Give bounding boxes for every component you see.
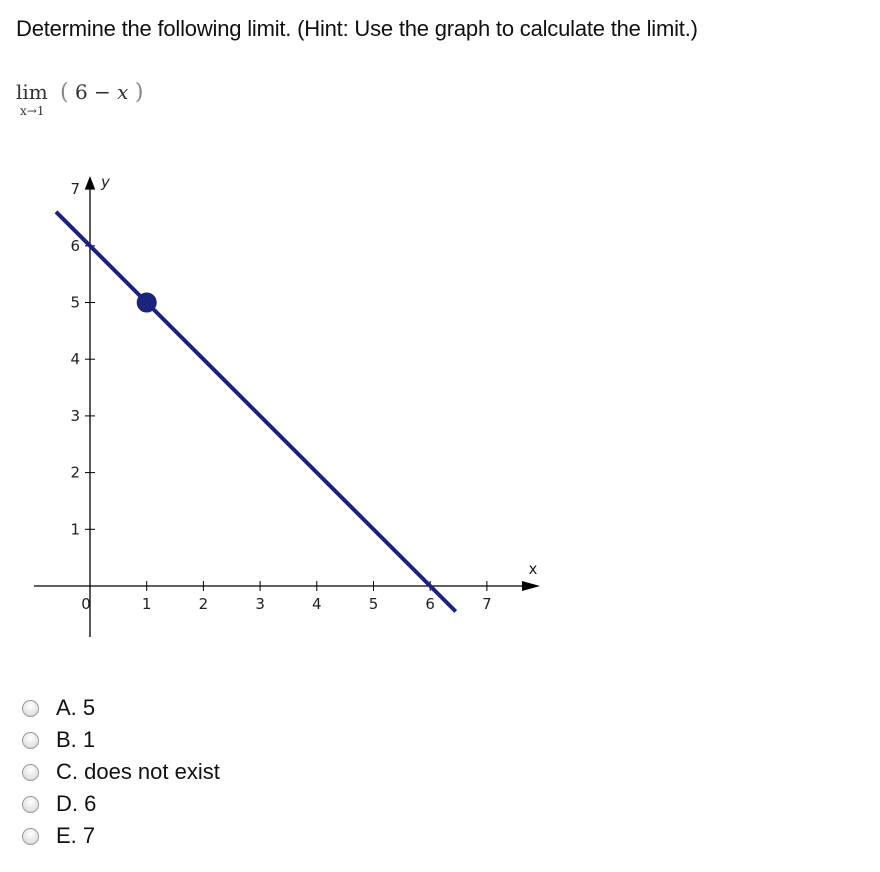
close-paren: )	[134, 80, 144, 105]
question-text: Determine the following limit. (Hint: Use the graph to calculate the limit.)	[16, 16, 698, 41]
lim-subscript: x→1	[20, 104, 45, 118]
y-tick-label: 3	[70, 406, 80, 425]
choice-e-label: E. 7	[56, 823, 96, 848]
x-tick-label: 1	[141, 595, 152, 613]
radio-d[interactable]	[22, 796, 39, 813]
expr-constant: 6	[74, 80, 88, 104]
ticks	[85, 189, 487, 591]
choice-a-label: A. 5	[56, 695, 96, 720]
expr-variable: x	[117, 80, 129, 104]
series	[56, 212, 456, 612]
choice-b[interactable]	[22, 724, 220, 756]
y-tick-label: 1	[70, 520, 80, 539]
choice-a[interactable]	[22, 692, 220, 724]
x-axis-arrow-icon	[522, 581, 540, 591]
x-tick-label: 0	[81, 595, 91, 613]
expr-operator: −	[94, 80, 111, 104]
y-tick-label: 5	[70, 293, 80, 312]
points	[138, 294, 156, 312]
radio-c[interactable]	[22, 764, 39, 781]
y-tick-label: 7	[70, 180, 80, 199]
limit-function	[60, 80, 143, 105]
open-paren: (	[60, 80, 69, 105]
radio-a[interactable]	[22, 700, 39, 717]
radio-b[interactable]	[22, 732, 39, 749]
y-tick-label: 6	[70, 236, 80, 255]
y-tick-label: 2	[70, 463, 80, 482]
choice-b-label: B. 1	[56, 727, 96, 752]
answer-choices	[22, 692, 220, 852]
x-tick-label: 4	[312, 595, 322, 613]
x-tick-label: 5	[368, 595, 379, 613]
radio-e[interactable]	[22, 828, 39, 845]
y-axis-label: y	[101, 173, 110, 191]
y-tick-label: 4	[70, 350, 80, 369]
axes	[34, 176, 540, 637]
limit-graph	[0, 160, 560, 650]
graph-line	[56, 212, 456, 612]
x-tick-label: 2	[198, 595, 209, 613]
choice-e[interactable]	[22, 820, 220, 852]
choice-d[interactable]	[22, 788, 220, 820]
x-tick-label: 3	[255, 595, 265, 613]
x-tick-label: 6	[425, 595, 435, 613]
x-tick-label: 7	[482, 595, 492, 613]
choice-c-label: C. does not exist	[56, 759, 220, 784]
choice-c[interactable]	[22, 756, 220, 788]
labels	[70, 173, 537, 613]
y-axis-arrow-icon	[85, 176, 95, 189]
x-axis-label: x	[528, 560, 538, 578]
lim-word: lim	[16, 80, 48, 104]
choice-d-label: D. 6	[56, 791, 97, 816]
graph-point	[138, 294, 156, 312]
